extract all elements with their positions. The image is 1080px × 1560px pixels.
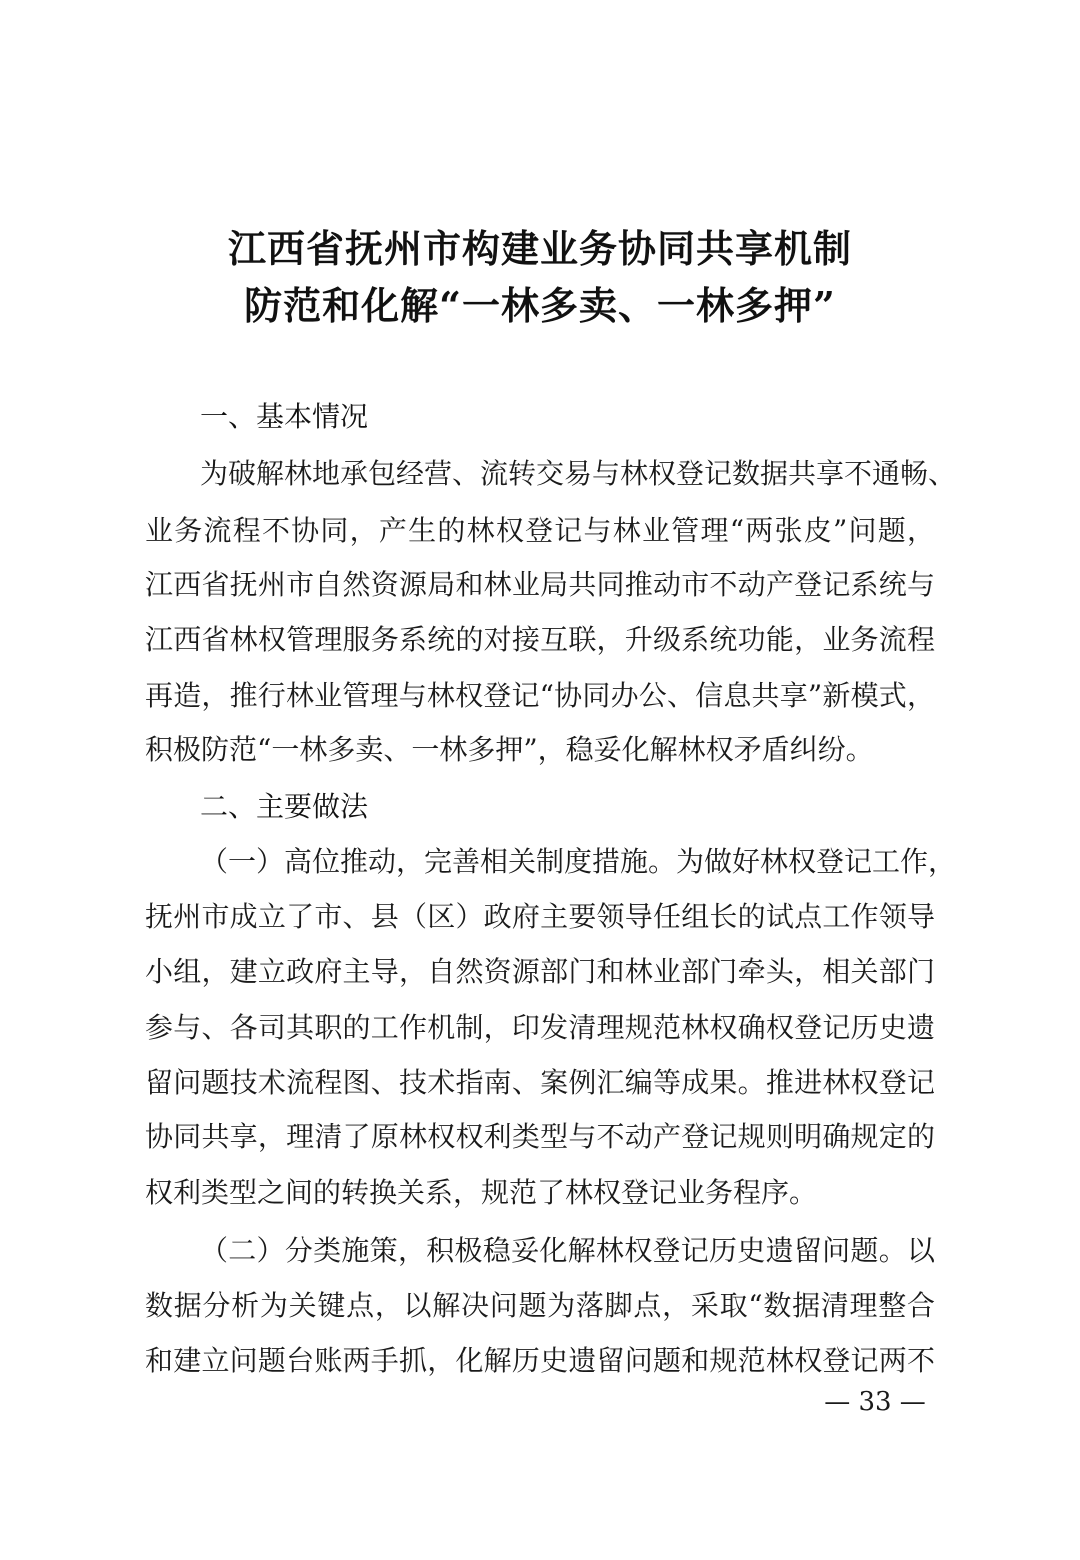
paragraph-line: （二）分类施策，积极稳妥化解林权登记历史遗留问题。以 (200, 1234, 935, 1267)
paragraph-line: （一）高位推动，完善相关制度措施。为做好林权登记工作， (200, 845, 957, 878)
paragraph-line: 参与、各司其职的工作机制，印发清理规范林权确权登记历史遗 (145, 1011, 935, 1044)
page-number: — 33 — (824, 1387, 926, 1417)
paragraph-line: 为破解林地承包经营、流转交易与林权登记数据共享不通畅、 (200, 457, 957, 490)
paragraph-line: 江西省林权管理服务系统的对接互联，升级系统功能，业务流程 (145, 623, 935, 656)
paragraph-line: 协同共享，理清了原林权权利类型与不动产登记规则明确规定的 (145, 1120, 935, 1153)
paragraph-line: 江西省抚州市自然资源局和林业局共同推动市不动产登记系统与 (145, 568, 935, 601)
paragraph-line: 小组，建立政府主导，自然资源部门和林业部门牵头，相关部门 (145, 955, 935, 988)
paragraph-line: 再造，推行林业管理与林权登记“协同办公、信息共享”新模式， (145, 679, 935, 712)
paragraph-line: 和建立问题台账两手抓，化解历史遗留问题和规范林权登记两不 (145, 1344, 935, 1377)
paragraph-line: 权利类型之间的转换关系，规范了林权登记业务程序。 (145, 1176, 818, 1209)
paragraph-line: 抚州市成立了市、县（区）政府主要领导任组长的试点工作领导 (145, 900, 935, 933)
paragraph-line: 业务流程不协同，产生的林权登记与林业管理“两张皮”问题， (145, 514, 935, 547)
document-title-line-2: 防范和化解“一林多卖、一林多押” (244, 283, 836, 328)
paragraph-line: 留问题技术流程图、技术指南、案例汇编等成果。推进林权登记 (145, 1066, 935, 1099)
document-title-line-1: 江西省抚州市构建业务协同共享机制 (227, 226, 852, 271)
section-heading-basic-situation: 一、基本情况 (200, 400, 369, 433)
paragraph-line: 积极防范“一林多卖、一林多押”，稳妥化解林权矛盾纠纷。 (145, 733, 874, 766)
section-heading-main-practices: 二、主要做法 (200, 790, 369, 823)
paragraph-line: 数据分析为关键点，以解决问题为落脚点，采取“数据清理整合 (145, 1289, 935, 1322)
